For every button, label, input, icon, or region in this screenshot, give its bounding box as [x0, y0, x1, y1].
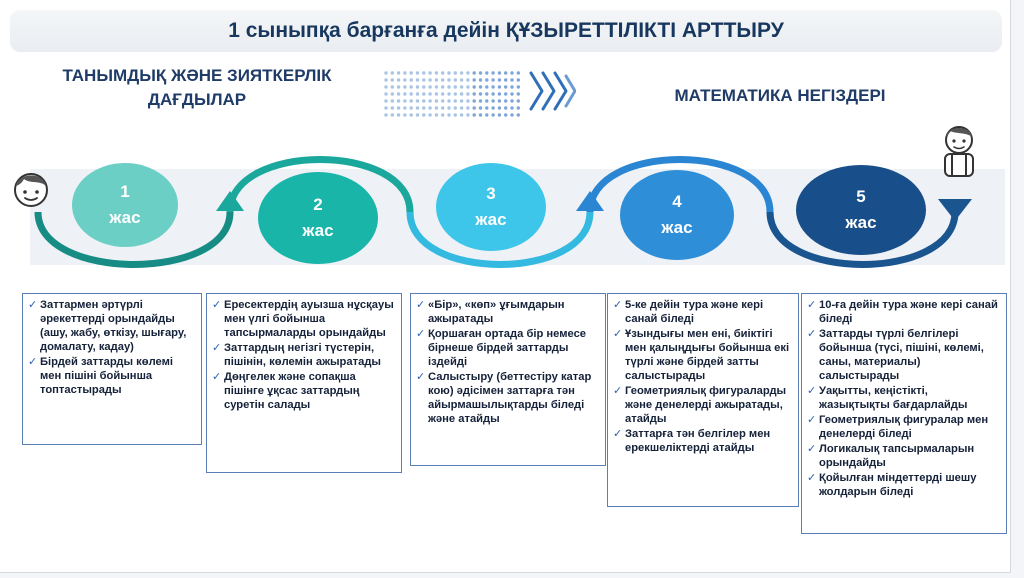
- age-unit: жас: [109, 208, 141, 227]
- dot: [504, 85, 507, 88]
- dot: [416, 71, 419, 74]
- dot: [397, 92, 400, 95]
- dot: [410, 106, 413, 109]
- dot: [473, 78, 476, 81]
- dot: [410, 113, 413, 116]
- list-item: ✓ Дөңгелек және сопақша пішінге ұқсас заттардың суретін салады: [212, 370, 395, 412]
- dot: [517, 99, 520, 102]
- dot: [447, 78, 450, 81]
- dot: [498, 106, 501, 109]
- dot: [504, 71, 507, 74]
- schoolchild-icon: [936, 122, 982, 178]
- dot: [428, 113, 431, 116]
- dot: [422, 99, 425, 102]
- dot: [435, 92, 438, 95]
- dot: [441, 99, 444, 102]
- list-item: ✓ 5-ке дейін тура және кері санай біледі: [613, 298, 792, 326]
- dot: [403, 71, 406, 74]
- age-number: 2: [313, 195, 323, 214]
- dot: [498, 92, 501, 95]
- dot: [428, 106, 431, 109]
- dot: [435, 71, 438, 74]
- dot: [435, 113, 438, 116]
- dot: [510, 85, 513, 88]
- dot: [441, 113, 444, 116]
- list-item: ✓ Заттардың негізгі түстерін, пішінін, көлемін ажыратады: [212, 341, 395, 369]
- dot: [498, 78, 501, 81]
- dot: [435, 78, 438, 81]
- dot: [441, 71, 444, 74]
- list-item: ✓ «Бір», «көп» ұғымдарын ажыратады: [416, 298, 599, 326]
- dot: [510, 113, 513, 116]
- dot: [403, 106, 406, 109]
- dot: [498, 71, 501, 74]
- skills-box-age-3: [410, 293, 606, 466]
- dot: [403, 85, 406, 88]
- list-item: ✓ Қойылған міндеттерді шешу жолдарын біледі: [807, 471, 1000, 499]
- age-circle-4: [620, 170, 734, 260]
- age-unit: жас: [302, 221, 334, 240]
- dot: [410, 85, 413, 88]
- dot: [391, 99, 394, 102]
- skills-box-age-2: [206, 293, 402, 473]
- dot: [428, 78, 431, 81]
- dot: [504, 113, 507, 116]
- list-item: ✓ Заттармен әртүрлі әрекеттерді орындайды (ашу, жабу, өткізу, шығару, домалату, кадау): [28, 298, 195, 354]
- dot: [422, 85, 425, 88]
- list-item: ✓ Геометриялық фигуралар мен денелерді біледі: [807, 413, 1000, 441]
- age-unit: жас: [661, 218, 693, 237]
- dot: [517, 113, 520, 116]
- dot: [485, 92, 488, 95]
- dot: [517, 71, 520, 74]
- heading-math-basics: МАТЕМАТИКА НЕГІЗДЕРІ: [674, 86, 886, 105]
- dot: [403, 113, 406, 116]
- dot: [428, 85, 431, 88]
- dot: [447, 106, 450, 109]
- dot: [441, 92, 444, 95]
- skills-box-age-5: [801, 293, 1007, 534]
- dot: [384, 99, 387, 102]
- dot: [485, 78, 488, 81]
- age-number: 4: [672, 192, 682, 211]
- dot: [466, 106, 469, 109]
- dot: [422, 92, 425, 95]
- dot: [422, 78, 425, 81]
- dot: [410, 78, 413, 81]
- dot: [428, 92, 431, 95]
- dot: [473, 113, 476, 116]
- dot: [517, 85, 520, 88]
- dot: [422, 71, 425, 74]
- age-circle-5: [796, 165, 926, 255]
- dot: [410, 99, 413, 102]
- dot: [447, 92, 450, 95]
- dot: [491, 106, 494, 109]
- dot: [403, 78, 406, 81]
- dot: [416, 113, 419, 116]
- list-item: ✓ Логикалық тапсырмаларын орындайды: [807, 442, 1000, 470]
- dot: [447, 85, 450, 88]
- skills-box-age-4: [607, 293, 799, 507]
- dot: [391, 85, 394, 88]
- dot: [510, 106, 513, 109]
- dot: [397, 99, 400, 102]
- dot: [384, 92, 387, 95]
- dot: [454, 71, 457, 74]
- dot: [397, 113, 400, 116]
- list-item: ✓ Уақытты, кеңістікті, жазықтықты бағдарлайды: [807, 384, 1000, 412]
- dot: [473, 106, 476, 109]
- dot: [397, 78, 400, 81]
- dot: [447, 71, 450, 74]
- dot: [397, 85, 400, 88]
- dot: [441, 85, 444, 88]
- list-item: ✓ Заттарға тән белгілер мен ерекшеліктерді атайды: [613, 427, 792, 455]
- slide-title: 1 сыныпқа барғанға дейін ҚҰЗЫРЕТТІЛІКТІ АРТТЫРУ: [10, 10, 1002, 52]
- dot: [504, 78, 507, 81]
- dot: [428, 71, 431, 74]
- dot: [391, 92, 394, 95]
- dot: [410, 92, 413, 95]
- dot: [384, 85, 387, 88]
- dot: [479, 99, 482, 102]
- dot: [485, 106, 488, 109]
- dot: [416, 92, 419, 95]
- dot: [435, 99, 438, 102]
- dot: [435, 106, 438, 109]
- dot: [384, 71, 387, 74]
- dot: [391, 78, 394, 81]
- dot: [498, 113, 501, 116]
- list-item: ✓ Ұзындығы мен ені, биіктігі мен қалыңдығы бойынша екі түрлі және бірдей затты салыстырады: [613, 327, 792, 383]
- dot: [510, 78, 513, 81]
- dot: [491, 85, 494, 88]
- dot: [466, 85, 469, 88]
- dot-pattern-decoration: [383, 69, 523, 121]
- dot: [491, 113, 494, 116]
- age-number: 1: [120, 182, 130, 201]
- skills-box-age-1: [22, 293, 202, 445]
- dot: [466, 92, 469, 95]
- chevron-icon: [528, 68, 576, 114]
- dot: [473, 92, 476, 95]
- dot: [460, 85, 463, 88]
- dot: [504, 92, 507, 95]
- dot: [422, 113, 425, 116]
- dot: [466, 78, 469, 81]
- dot: [479, 92, 482, 95]
- dot: [447, 99, 450, 102]
- dot: [454, 99, 457, 102]
- list-item: ✓ Салыстыру (беттестіру катар кою) әдісімен заттарға тән айырмашылықтарды біледі және атайды: [416, 370, 599, 426]
- dot: [416, 99, 419, 102]
- dot: [441, 106, 444, 109]
- dot: [397, 71, 400, 74]
- list-item: ✓ Ересектердің ауызша нұсқауы мен үлгі бойынша тапсырмаларды орындайды: [212, 298, 395, 340]
- age-circle-1: [72, 163, 178, 247]
- dot: [447, 113, 450, 116]
- dot: [479, 78, 482, 81]
- dot: [517, 78, 520, 81]
- dot: [435, 85, 438, 88]
- dot: [479, 106, 482, 109]
- dot: [498, 99, 501, 102]
- dot: [473, 99, 476, 102]
- dot: [416, 106, 419, 109]
- dot: [391, 106, 394, 109]
- dot: [498, 85, 501, 88]
- dot: [510, 99, 513, 102]
- dot: [403, 92, 406, 95]
- dot: [454, 92, 457, 95]
- dot: [491, 99, 494, 102]
- dot: [460, 92, 463, 95]
- dot: [422, 106, 425, 109]
- dot: [403, 99, 406, 102]
- dot: [460, 71, 463, 74]
- dot: [479, 113, 482, 116]
- dot: [384, 78, 387, 81]
- dot: [454, 106, 457, 109]
- dot: [485, 99, 488, 102]
- dot: [397, 106, 400, 109]
- dot: [454, 85, 457, 88]
- heading-cognitive-skills: ТАНЫМДЫҚ ЖӘНЕ ЗИЯТКЕРЛІК ДАҒДЫЛАР: [62, 66, 332, 109]
- dot: [441, 78, 444, 81]
- list-item: ✓ Геометриялық фигураларды және денелерді ажыратады, атайды: [613, 384, 792, 426]
- dot: [485, 113, 488, 116]
- dot: [460, 113, 463, 116]
- dot: [504, 99, 507, 102]
- dot: [479, 85, 482, 88]
- list-item: ✓ Қоршаған ортада бір немесе бірнеше бірдей заттарды іздейді: [416, 327, 599, 369]
- age-number: 5: [856, 187, 866, 206]
- dot: [466, 113, 469, 116]
- age-number: 3: [486, 184, 496, 203]
- dot: [485, 85, 488, 88]
- dot: [460, 78, 463, 81]
- dot: [466, 71, 469, 74]
- dot: [454, 113, 457, 116]
- dot: [510, 92, 513, 95]
- dot: [410, 71, 413, 74]
- list-item: ✓ Заттарды түрлі белгілері бойынша (түсі, пішіні, көлемі, саны, материалы) салыстырады: [807, 327, 1000, 383]
- list-item: ✓ 10-ға дейін тура және кері санай біледі: [807, 298, 1000, 326]
- dot: [454, 78, 457, 81]
- dot: [491, 71, 494, 74]
- age-circle-2: [258, 172, 378, 264]
- dot: [473, 71, 476, 74]
- age-circle-3: [436, 163, 546, 251]
- dot: [479, 71, 482, 74]
- dot: [416, 85, 419, 88]
- list-item: ✓ Бірдей заттарды көлемі мен пішіні бойынша топтастырады: [28, 355, 195, 397]
- age-unit: жас: [845, 213, 877, 232]
- dot: [485, 71, 488, 74]
- dot: [428, 99, 431, 102]
- dot: [391, 71, 394, 74]
- dot: [391, 113, 394, 116]
- dot: [491, 92, 494, 95]
- dot: [510, 71, 513, 74]
- dot: [491, 78, 494, 81]
- child-face-icon: [10, 168, 52, 210]
- dot: [473, 85, 476, 88]
- dot: [460, 99, 463, 102]
- dot: [466, 99, 469, 102]
- dot: [384, 113, 387, 116]
- dot: [504, 106, 507, 109]
- dot: [384, 106, 387, 109]
- age-unit: жас: [475, 210, 507, 229]
- dot: [517, 92, 520, 95]
- dot: [517, 106, 520, 109]
- dot: [416, 78, 419, 81]
- dot: [460, 106, 463, 109]
